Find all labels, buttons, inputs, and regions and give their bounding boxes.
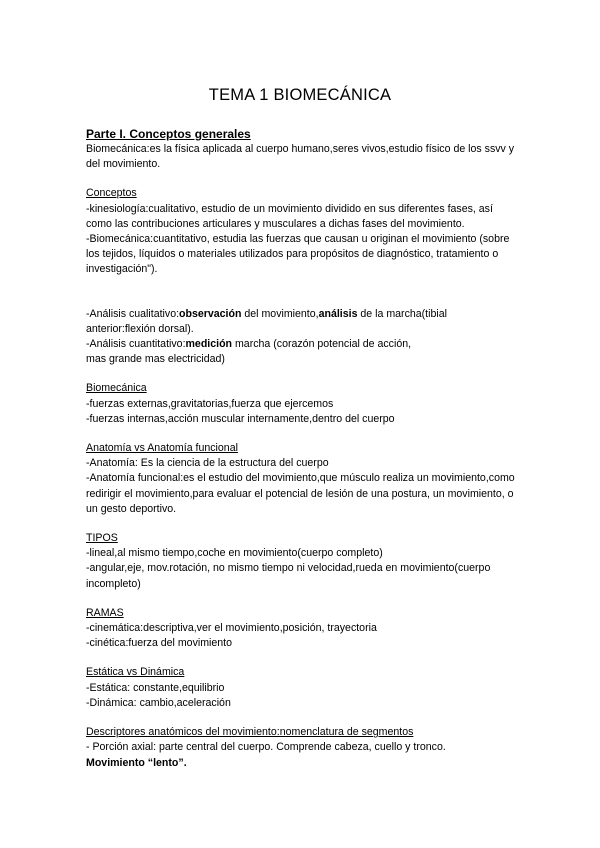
anatomia-line-1: -Anatomía: Es la ciencia de la estructura del cuerpo: [86, 457, 329, 470]
section-analisis: [86, 307, 516, 368]
ramas-line-1: -cinemática:descriptiva,ver el movimiento,posición, trayectoria: [86, 622, 377, 635]
section-heading-biomecanica: Biomecánica: [86, 382, 147, 395]
analisis-cuantitativo-line-2: mas grande mas electricidad): [86, 353, 225, 366]
document-body: [86, 126, 516, 771]
section-biomecanica: [86, 381, 516, 427]
section-heading-tipos: TIPOS: [86, 532, 118, 545]
section-ramas: [86, 606, 516, 652]
section-heading-ramas: RAMAS: [86, 606, 124, 619]
descriptores-line-1: - Porción axial: parte central del cuerpo. Comprende cabeza, cuello y tronco.: [86, 741, 446, 754]
analisis-cualitativo: [86, 307, 516, 337]
section-heading-descriptores: Descriptores anatómicos del movimiento:nomenclatura de segmentos: [86, 726, 414, 739]
analisis-cual-bold-2: análisis: [318, 307, 358, 320]
section-heading-anatomia: Anatomía vs Anatomía funcional: [86, 442, 238, 455]
biomecanica-line-1: -fuerzas externas,gravitatorias,fuerza que ejercemos: [86, 397, 334, 410]
conceptos-line-2: -Biomecánica:cuantitativo, estudia las fuerzas que causan u originan el movimiento (sobre los tejidos, líquidos o materiales utilizados para propósitos de diagnóstico, tratamiento o investigación").: [86, 233, 510, 276]
tipos-line-1: -lineal,al mismo tiempo,coche en movimiento(cuerpo completo): [86, 547, 383, 560]
analisis-cual-bold-1: observación: [179, 307, 242, 320]
document-title: TEMA 1 BIOMECÁNICA: [208, 86, 392, 104]
ramas-line-2: -cinética:fuerza del movimiento: [86, 637, 233, 650]
anatomia-line-2: -Anatomía funcional:es el estudio del movimiento,que músculo realiza un movimiento,como redirigir el movimiento,para evaluar el potencial de lesión de una postura, un movimiento, o un gesto deportivo.: [86, 472, 515, 515]
section-heading-conceptos: Conceptos: [86, 187, 137, 200]
biomecanica-line-2: -fuerzas internas,acción muscular internamente,dentro del cuerpo: [86, 412, 395, 425]
section-heading-estatica: Estática vs Dinámica: [86, 666, 185, 679]
descriptores-bold-text: Movimiento “lento”.: [86, 756, 187, 769]
section-tipos: [86, 531, 516, 592]
section-descriptores: [86, 725, 516, 771]
section-conceptos: [86, 186, 516, 277]
estatica-line-1: -Estática: constante,equilibrio: [86, 681, 225, 694]
analisis-cuan-rest: marcha (corazón potencial de acción,: [232, 338, 412, 351]
part-heading: Parte I. Conceptos generales: [86, 127, 251, 141]
analisis-cuan-bold: medición: [185, 338, 233, 351]
analisis-cuan-label: -Análisis cuantitativo:: [86, 338, 186, 351]
section-anatomia: [86, 441, 516, 517]
estatica-line-2: -Dinámica: cambio,aceleración: [86, 696, 231, 709]
analisis-cual-rest: de la marcha(tibial anterior:flexión dorsal).: [86, 307, 447, 335]
descriptores-bold-line: [86, 756, 516, 771]
analisis-cual-label: -Análisis cualitativo:: [86, 307, 180, 320]
section-estatica: [86, 665, 516, 711]
tipos-line-2: -angular,eje, mov.rotación, no mismo tiempo ni velocidad,rueda en movimiento(cuerpo incompleto): [86, 562, 491, 590]
analisis-cuantitativo: [86, 337, 516, 352]
analisis-cual-mid: del movimiento,: [241, 307, 319, 320]
conceptos-line-1: -kinesiología:cualitativo, estudio de un movimiento dividido en sus diferentes fases, así como las contribuciones articulares y musculares a dichas fases del movimiento.: [86, 202, 493, 230]
intro-paragraph: Biomecánica:es la física aplicada al cuerpo humano,seres vivos,estudio físico de los ssvv y del movimiento.: [86, 143, 515, 171]
